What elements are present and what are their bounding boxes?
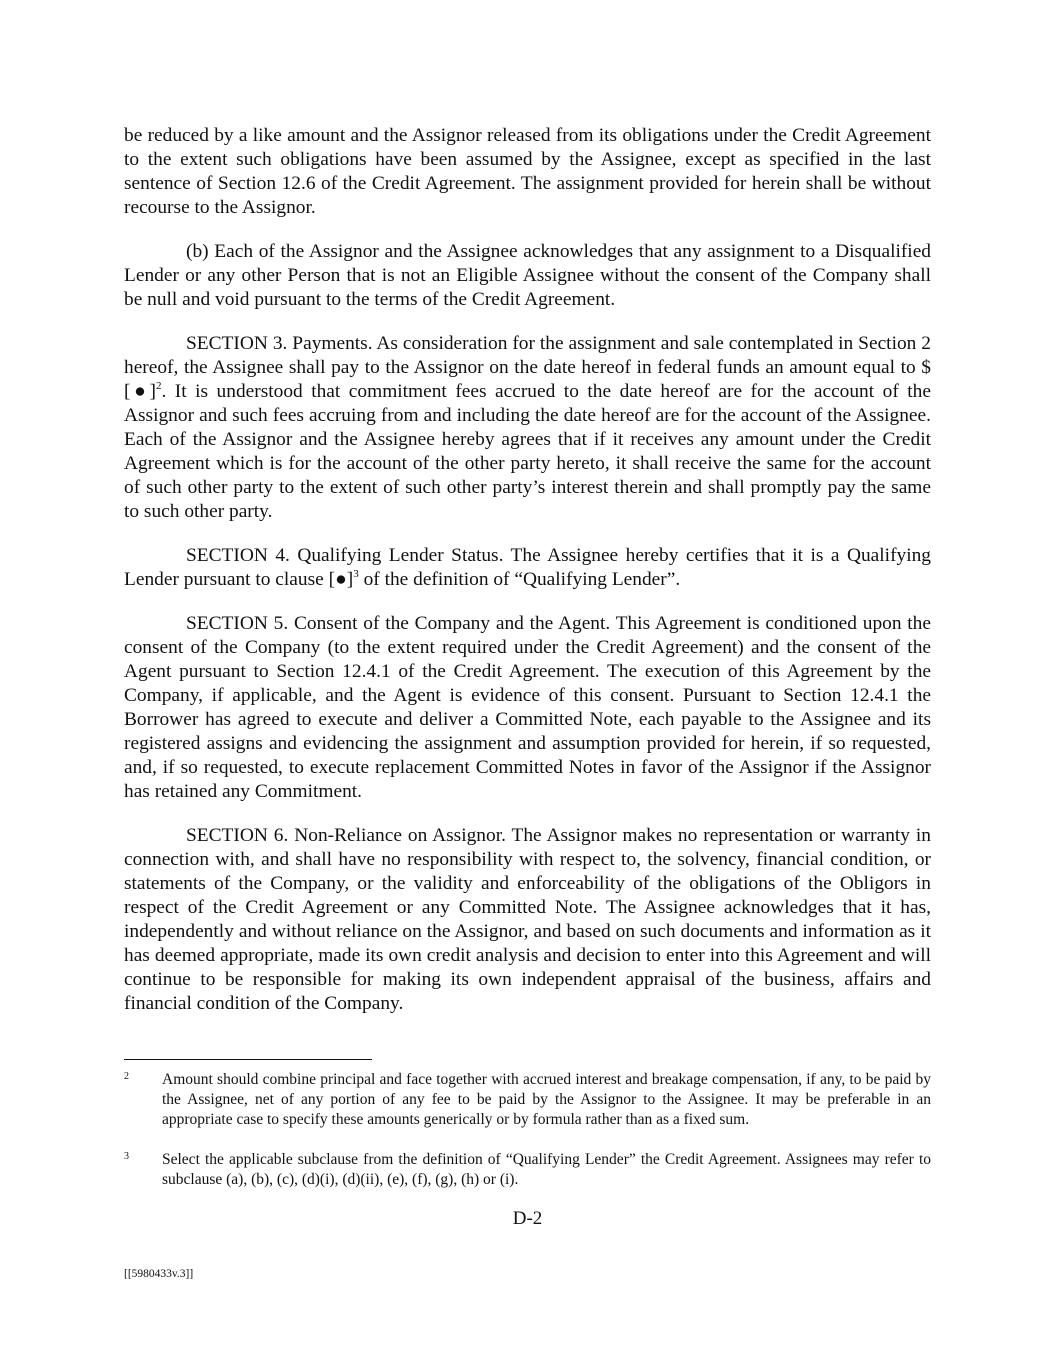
footnote-3-number: 3 xyxy=(124,1151,129,1162)
paragraph-continuation: be reduced by a like amount and the Assignor released from its obligations under the Credit Agreement to the extent such obligations have been assumed by the Assignee, except as specified in the last sentence of Section 12.6 of the Credit Agreement. The assignment provided for herein shall be without recourse to the Assignor. xyxy=(124,125,931,218)
section-4-text-before: SECTION 4. Qualifying Lender Status. The Assignee hereby certifies that it is a Qualifying Lender pursuant to clause [●] xyxy=(124,545,931,590)
document-body xyxy=(124,124,931,1036)
paragraph-section-6: SECTION 6. Non-Reliance on Assignor. The Assignor makes no representation or warranty in connection with, and shall have no responsibility with respect to, the solvency, financial condition, or statements of the Company, or the validity and enforceability of the obligations of the Obligors in respect of the Credit Agreement or any Committed Note. The Assignee acknowledges that it has, independently and without reliance on the Assignor, and based on such documents and information as it has deemed appropriate, made its own credit analysis and decision to enter into this Agreement and will continue to be responsible for making its own independent appraisal of the business, affairs and financial condition of the Company. xyxy=(124,825,931,1014)
section-3-text-before: SECTION 3. Payments. As consideration for the assignment and sale contemplated in Section 2 hereof, the Assignee shall pay to the Assignor on the date hereof in federal funds an amount equal to $ [●] xyxy=(124,333,931,402)
paragraph-section-3 xyxy=(124,332,931,524)
footnote-2-number: 2 xyxy=(124,1071,129,1082)
footnote-2 xyxy=(124,1070,931,1130)
paragraph-section-4 xyxy=(124,544,931,592)
footnote-separator xyxy=(124,1059,372,1060)
footnote-ref-2: 2 xyxy=(155,380,162,392)
page-number xyxy=(0,1208,1055,1230)
footnote-3-text: Select the applicable subclause from the definition of “Qualifying Lender” the Credit Agreement. Assignees may refer to subclause (a), (b), (c), (d)(i), (d)(ii), (e), (f), (g), (h) or (i). xyxy=(162,1151,931,1188)
footnote-2-text: Amount should combine principal and face together with accrued interest and breakage compensation, if any, to be paid by the Assignee, net of any portion of any fee to be paid by the Assignor to the Assignee. It may be preferable in an appropriate case to specify these amounts generically or by formula rather than as a fixed sum. xyxy=(162,1071,931,1128)
footnote-ref-3: 3 xyxy=(353,568,359,580)
section-3-text-after: . It is understood that commitment fees accrued to the date hereof are for the account of the Assignor and such fees accruing from and including the date hereof are for the account of the Assignee. Each of the Assignor and the Assignee hereby agrees that if it receives any amount under the Credit Agreement which is for the account of the other party hereto, it shall receive the same for the account of such other party to the extent of such other party’s interest therein and shall promptly pay the same to such other party. xyxy=(124,381,931,522)
paragraph-section-2b: (b) Each of the Assignor and the Assignee acknowledges that any assignment to a Disqualified Lender or any other Person that is not an Eligible Assignee without the consent of the Company shall be null and void pursuant to the terms of the Credit Agreement. xyxy=(124,241,931,310)
paragraph-section-5: SECTION 5. Consent of the Company and the Agent. This Agreement is conditioned upon the consent of the Company (to the extent required under the Credit Agreement) and the consent of the Agent pursuant to Section 12.4.1 of the Credit Agreement. The execution of this Agreement by the Company, if applicable, and the Agent is evidence of this consent. Pursuant to Section 12.4.1 the Borrower has agreed to execute and deliver a Committed Note, each payable to the Assignee and its registered assigns and evidencing the assignment and assumption provided for herein, if so requested, and, if so requested, to execute replacement Committed Notes in favor of the Assignor if the Assignor has retained any Commitment. xyxy=(124,613,931,802)
page-number-text: D-2 xyxy=(512,1208,543,1229)
document-id: [[5980433v.3]] xyxy=(124,1268,194,1280)
section-4-text-after: of the definition of “Qualifying Lender”. xyxy=(358,569,681,590)
footnote-3 xyxy=(124,1150,931,1190)
